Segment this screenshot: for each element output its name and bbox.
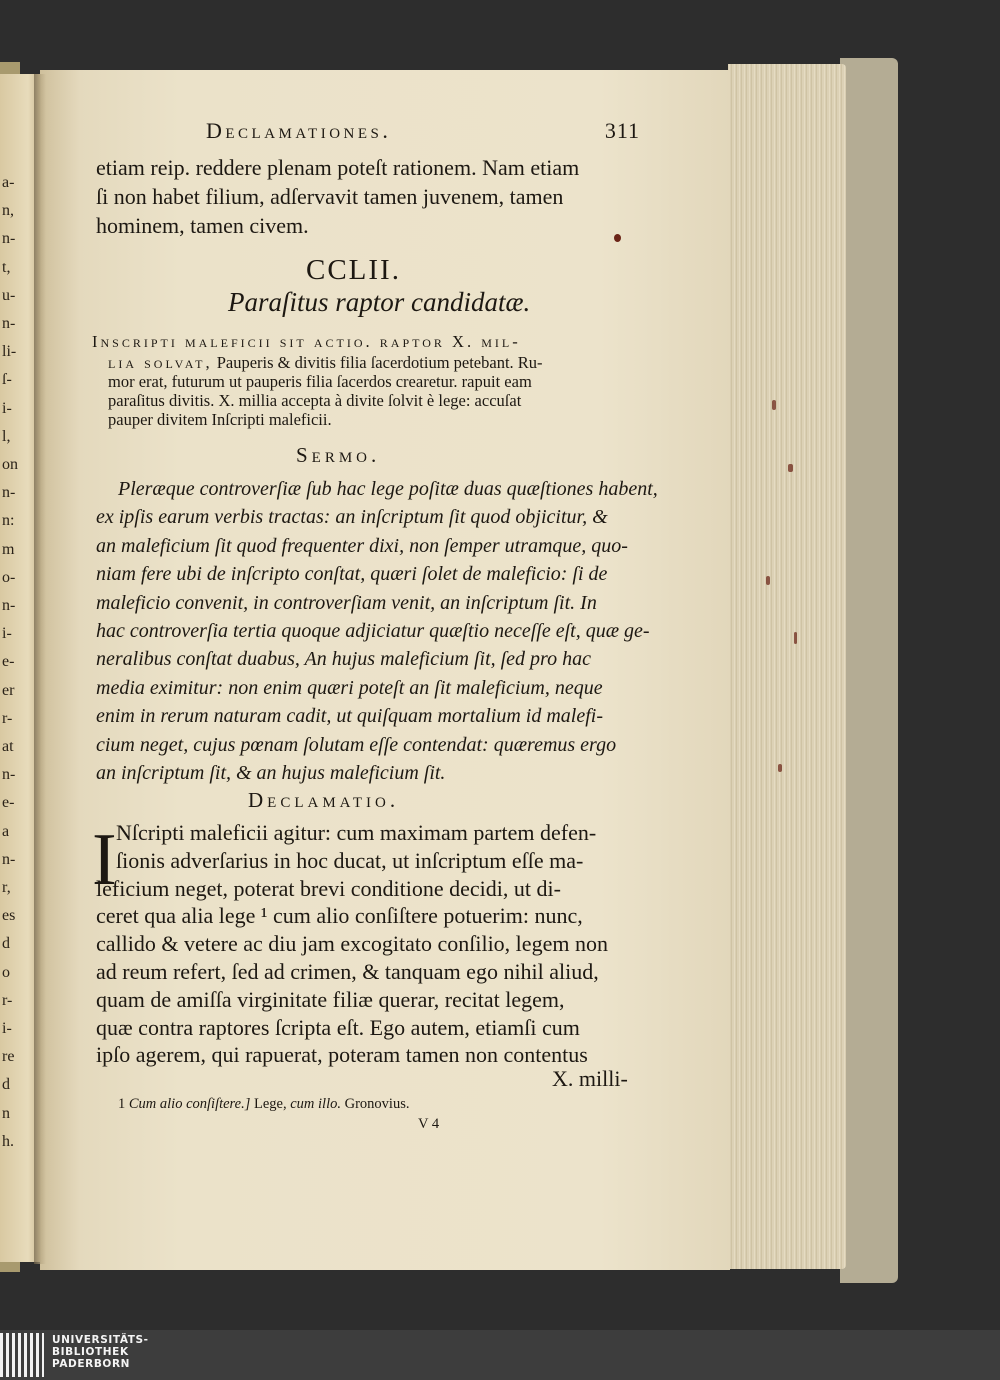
drop-cap: I [92, 819, 117, 901]
ink-spot [614, 234, 621, 242]
page-fold-shadow [34, 74, 46, 1264]
left-page-fragment: t, [2, 258, 11, 276]
left-page-fragment: ſ- [2, 371, 12, 389]
left-page-fragment: u- [2, 286, 16, 304]
book-cover-right [840, 58, 898, 1283]
declamatio-line: quæ contra raptores ſcripta eſt. Ego autem, etiamſi cum [96, 1014, 580, 1040]
left-page-fragment: on [2, 456, 18, 473]
section-title: Paraſitus raptor candidatæ. [228, 287, 531, 317]
left-page-fragment: o- [2, 568, 16, 586]
text-line: etiam reip. reddere plenam poteſt rationem. Nam etiam [96, 155, 580, 180]
library-logo-icon [0, 1333, 44, 1377]
sermo-line: media eximitur: non enim quæri poteſt an ſit maleficium, neque [96, 676, 603, 699]
left-page-fragment: n [2, 1104, 10, 1122]
left-page-fragment: e- [2, 653, 15, 671]
sermo-line: maleficio convenit, in controverſiam venit, an inſcriptum ſit. In [96, 591, 597, 614]
left-page-fragment: n- [2, 315, 16, 332]
argument-line: paraſitus divitis. X. millia accepta à divite ſolvit è lege: accuſat [108, 391, 522, 410]
left-page-fragment: r, [2, 879, 11, 896]
sermo-line: Pleræque controverſiæ ſub hac lege poſitæ duas quæſtiones habent, [118, 478, 658, 500]
stain [794, 632, 797, 644]
sermo-heading: Sermo. [296, 443, 381, 467]
left-page-fragment: n- [2, 850, 16, 868]
text-line: hominem, tamen civem. [96, 213, 309, 238]
argument-line: pauper divitem Inſcripti maleficii. [108, 410, 332, 429]
left-page-fragment: re [2, 1048, 15, 1066]
left-page-fragment: a [2, 822, 10, 840]
left-page-fragment: d [2, 935, 10, 953]
left-page-fragment: r- [2, 991, 13, 1009]
footnote: 1 Cum alio conſiſtere.] Lege, cum illo. Gronovius. [118, 1096, 410, 1112]
logo-line: UNIVERSITÄTS- [52, 1334, 149, 1346]
left-page-fragment: r- [2, 709, 13, 727]
declamatio-line: leficium neget, poterat brevi conditione decidi, ut di- [96, 875, 561, 901]
left-page-fragment: n- [2, 597, 16, 614]
logo-line: PADERBORN [52, 1358, 131, 1370]
declamatio-line: callido & vetere ac diu jam excogitato conſilio, legem non [96, 931, 608, 957]
page-edges [728, 64, 846, 1269]
stain [778, 764, 782, 772]
left-page-fragment: o [2, 963, 10, 981]
left-page-fragment: at [2, 738, 14, 755]
library-logo-bar [0, 1330, 1000, 1380]
stain [766, 576, 770, 585]
declamatio-line: ipſo agerem, qui rapuerat, poteram tamen non contentus [96, 1042, 588, 1068]
left-page-fragment: er [2, 681, 15, 699]
page-number: 311 [604, 118, 640, 143]
running-head [206, 118, 646, 148]
sermo-line: ex ipſis earum verbis tractas: an inſcriptum ſit quod objicitur, & [96, 506, 608, 529]
left-page-fragment: m [2, 540, 15, 558]
left-page-fragment: n- [2, 230, 16, 248]
declamatio-line: Nſcripti maleficii agitur: cum maximam partem defen- [116, 820, 597, 845]
left-page-fragment: e- [2, 794, 15, 812]
argument-line: mor erat, futurum ut pauperis filia ſacerdos crearetur. rapuit eam [108, 372, 532, 391]
left-page-fragment: n: [2, 512, 15, 530]
left-page-fragment: i- [2, 625, 12, 643]
sermo-line: an maleficium ſit quod frequenter dixi, non ſemper utramque, quo- [96, 534, 628, 557]
left-page-fragment: n, [2, 202, 14, 220]
left-page-fragment: d [2, 1076, 10, 1094]
sermo-line: hac controverſia tertia quoque adjiciatur quæſtio neceſſe eſt, quæ ge- [96, 620, 650, 642]
argument-line: lia solvat, Pauperis & divitis filia ſacerdotium petebant. Ru- [108, 353, 543, 372]
left-page-fragment: i- [2, 399, 12, 417]
sermo-line: cium neget, cujus pœnam ſolutam eſſe contendat: quæremus ergo [96, 733, 617, 756]
left-page-fragment: h. [2, 1132, 14, 1150]
left-page-fragment: li- [2, 343, 17, 361]
declamatio-heading: Declamatio. [248, 788, 400, 812]
left-page-fragment: n- [2, 484, 16, 502]
declamatio-line: ceret qua alia lege ¹ cum alio conſiſtere potuerim: nunc, [96, 903, 583, 929]
logo-line: BIBLIOTHEK [52, 1346, 129, 1358]
sermo-line: niam fere ubi de inſcripto conſtat, quæri ſolet de maleficio: ſi de [96, 563, 608, 586]
text-line: ſi non habet filium, adſervavit tamen juvenem, tamen [96, 184, 564, 209]
sermo-line: an inſcriptum ſit, & an hujus maleficium ſit. [96, 762, 446, 784]
left-page-fragment: n- [2, 766, 16, 784]
section-number: CCLII. [306, 254, 401, 286]
signature-mark: V 4 [418, 1116, 440, 1132]
running-title: Declamationes. [206, 118, 392, 143]
stain [772, 400, 776, 410]
declamatio-line: quam de amiſſa virginitate filiæ querar, recitat legem, [96, 986, 565, 1012]
stain [788, 464, 793, 472]
left-page-fragment: es [2, 907, 16, 925]
catchword: X. milli- [552, 1066, 628, 1091]
left-page-fragment: a- [2, 174, 15, 191]
declamatio-line: ſionis adverſarius in hoc ducat, ut inſcriptum eſſe ma- [116, 847, 584, 873]
argument-line: Inscripti maleficii sit actio. raptor X. mil- [92, 332, 521, 351]
left-page-fragment: i- [2, 1020, 12, 1037]
sermo-line: enim in rerum naturam cadit, ut quiſquam mortalium id malefi- [96, 705, 604, 728]
declamatio-line: ad reum refert, ſed ad crimen, & tanquam ego nihil aliud, [96, 959, 599, 984]
left-page-fragment: l, [2, 427, 11, 445]
sermo-line: neralibus conſtat duabus, An hujus maleficium ſit, ſed pro hac [96, 648, 591, 671]
